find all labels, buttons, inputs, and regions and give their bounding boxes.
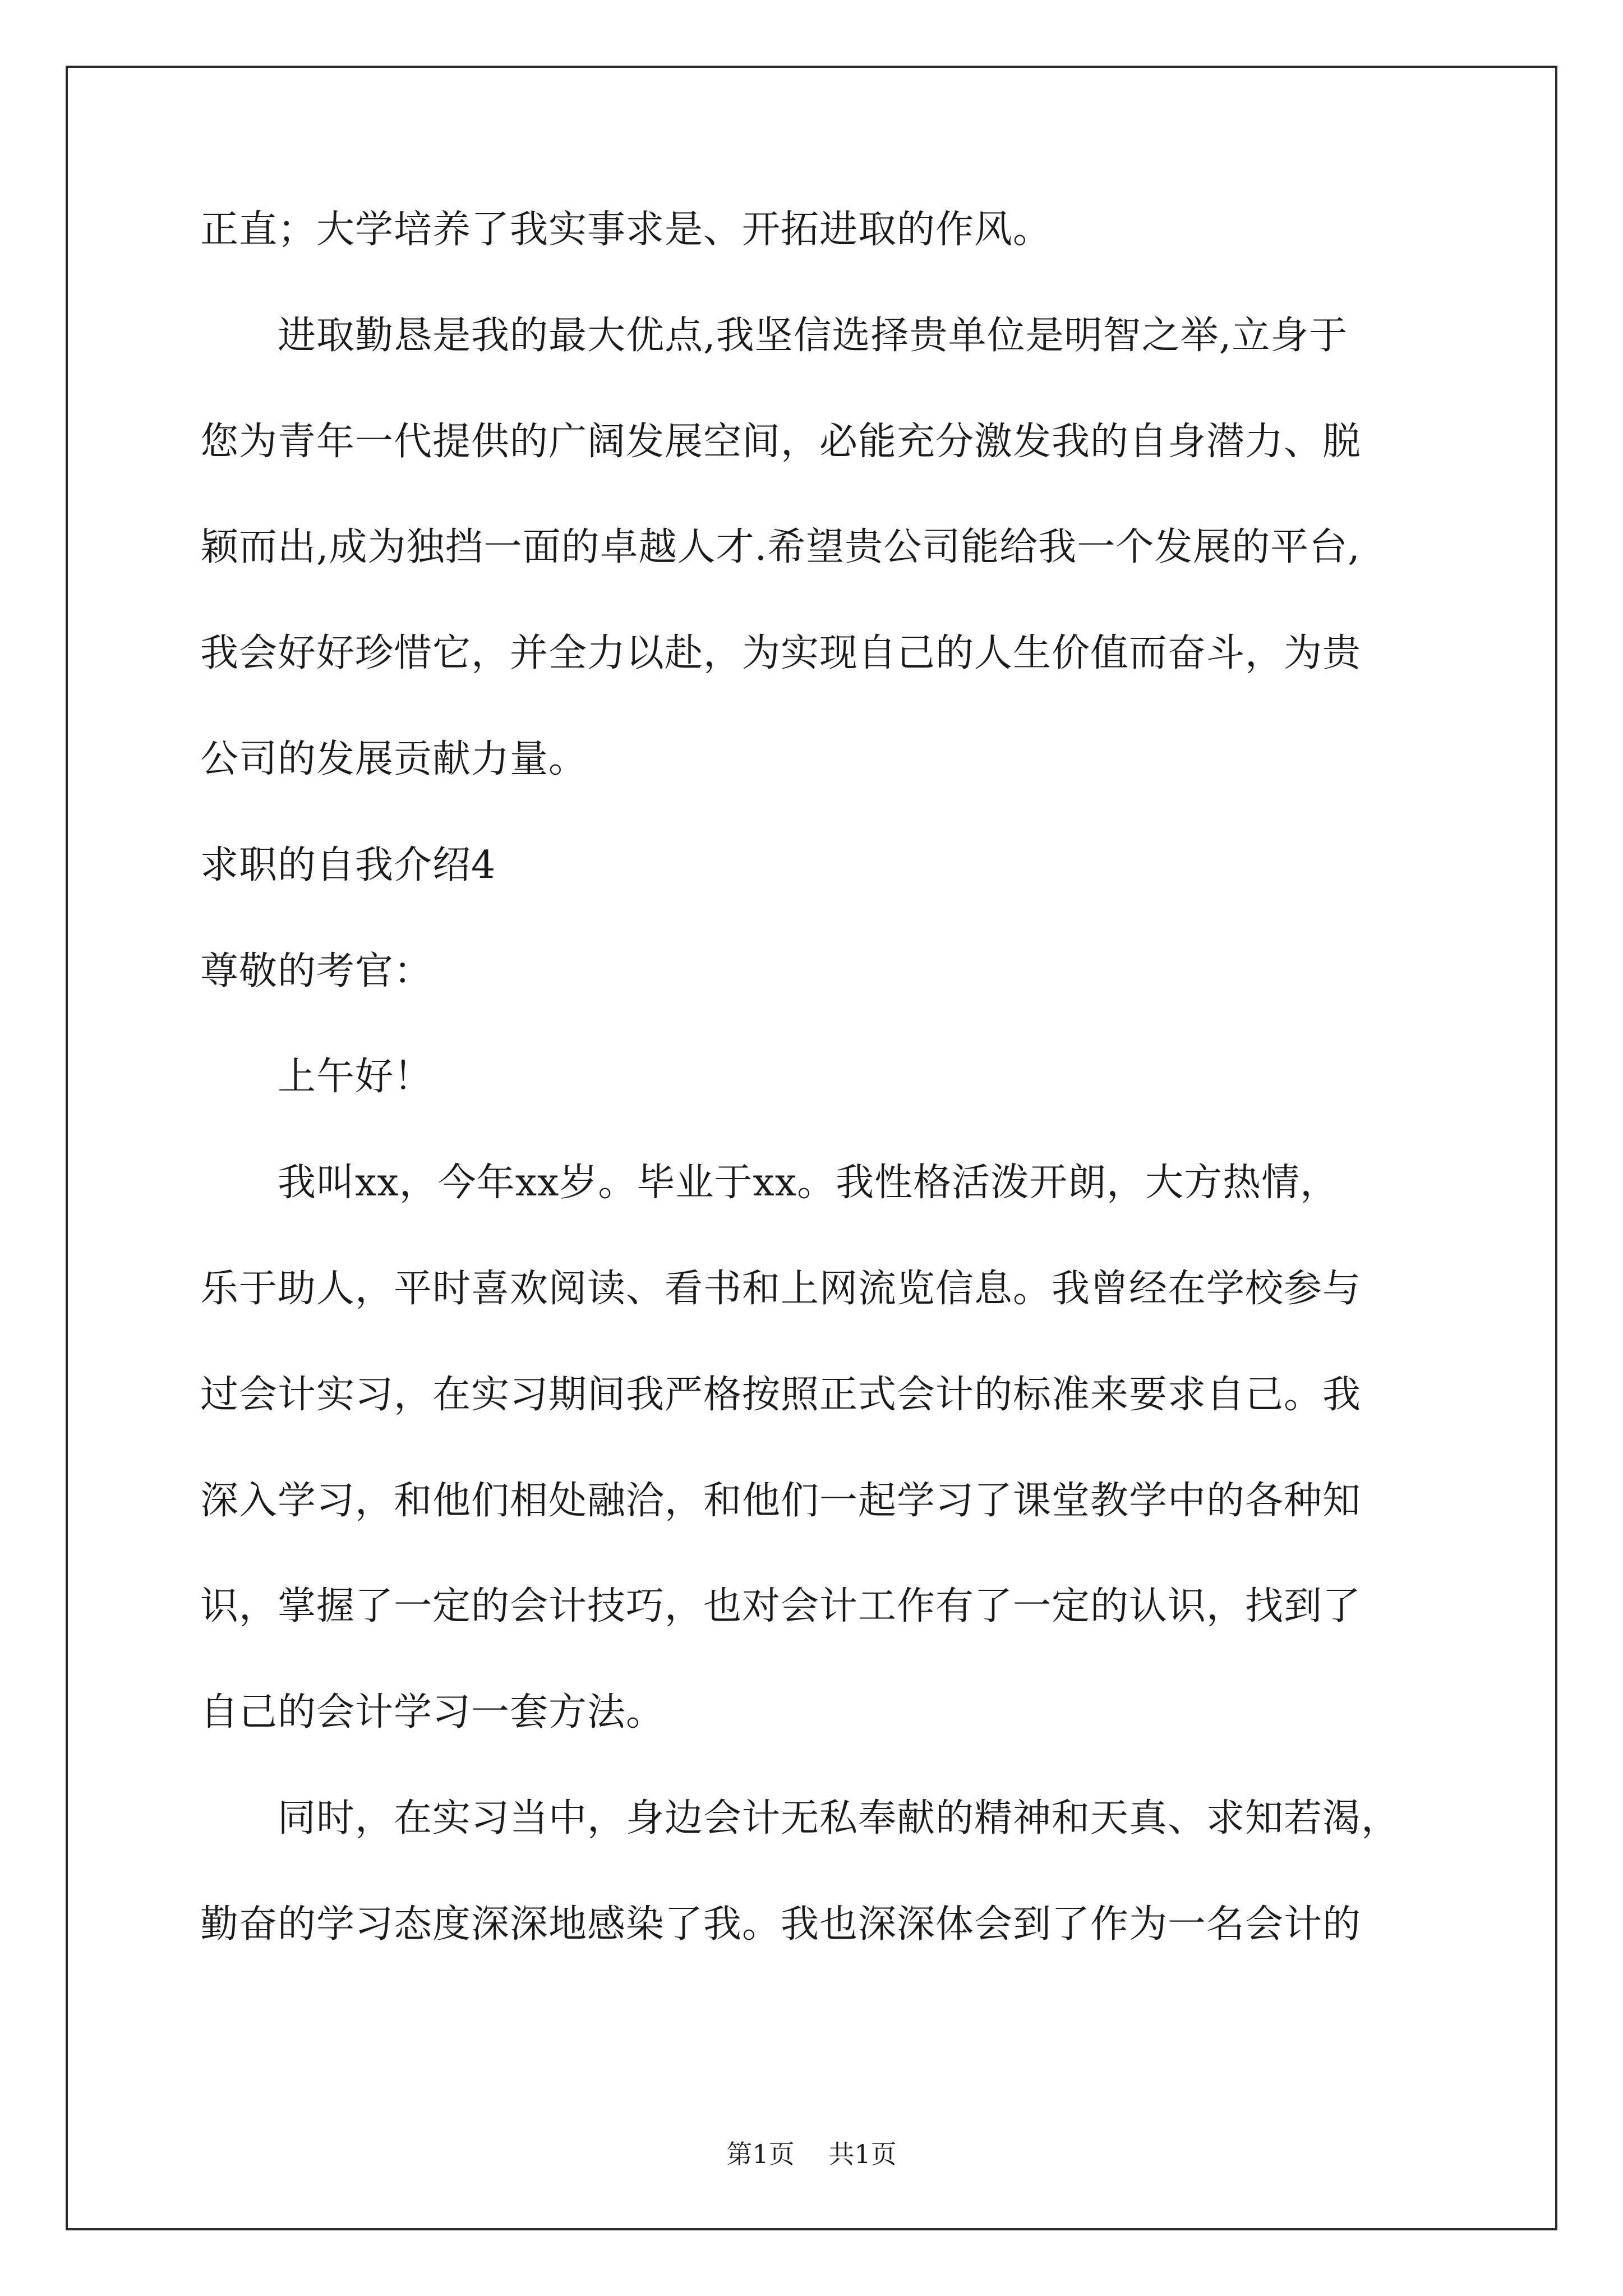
salutation: 尊敬的考官： <box>200 949 433 993</box>
text-line: 识，掌握了一定的会计技巧，也对会计工作有了一定的认识，找到了 <box>200 1584 1362 1628</box>
text-line: 公司的发展贡献力量。 <box>200 737 588 781</box>
greeting: 上午好！ <box>200 1055 433 1099</box>
text-line: 颖而出,成为独挡一面的卓越人才.希望贵公司能给我一个发展的平台, <box>200 525 1361 569</box>
text-line: 同时，在实习当中，身边会计无私奉献的精神和天真、求知若渴， <box>200 1796 1400 1841</box>
text-line: 正直；大学培养了我实事求是、开拓进取的作风。 <box>200 208 1052 252</box>
text-line: 进取勤恳是我的最大优点,我坚信选择贵单位是明智之举,立身于 <box>200 314 1348 358</box>
page-number: 第1页 <box>726 2139 795 2169</box>
text-line: 我叫xx，今年xx岁。毕业于xx。我性格活泼开朗，大方热情， <box>200 1161 1339 1205</box>
text-line: 您为青年一代提供的广阔发展空间，必能充分激发我的自身潜力、脱 <box>200 420 1362 464</box>
text-line: 乐于助人，平时喜欢阅读、看书和上网流览信息。我曾经在学校参与 <box>200 1267 1362 1311</box>
section-heading: 求职的自我介绍4 <box>200 843 496 887</box>
text-line: 过会计实习，在实习期间我严格按照正式会计的标准来要求自己。我 <box>200 1373 1362 1417</box>
text-line: 自己的会计学习一套方法。 <box>200 1690 665 1734</box>
text-line: 我会好好珍惜它，并全力以赴，为实现自己的人生价值而奋斗，为贵 <box>200 631 1362 675</box>
page-footer <box>0 2138 1623 2170</box>
text-line: 勤奋的学习态度深深地感染了我。我也深深体会到了作为一名会计的 <box>200 1902 1362 1947</box>
page-total: 共1页 <box>828 2139 897 2169</box>
text-line: 深入学习，和他们相处融洽，和他们一起学习了课堂教学中的各种知 <box>200 1479 1362 1523</box>
